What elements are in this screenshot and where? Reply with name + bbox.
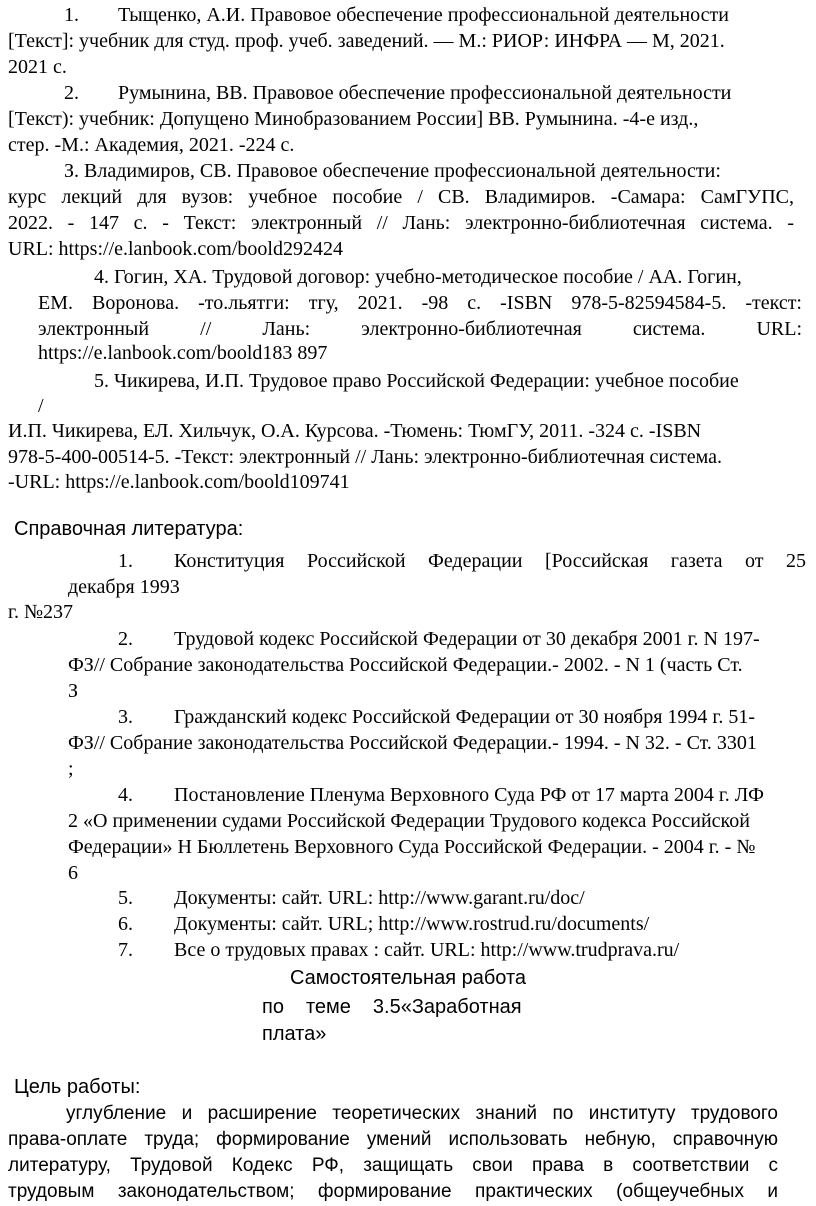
list-item-1-line-3: 2021 с. [8, 56, 67, 78]
goal-line-4: трудовым законодательством; формирование практических (общеучебных и [8, 1181, 778, 1202]
ref-item-2-line-2: ФЗ// Собрание законодательства Российской Федерации.- 2002. - N 1 (часть Ст. [68, 654, 743, 676]
ref-item-1-line-1: 1. Конституция Российской Федерации [Российская газета от 25 [118, 550, 806, 572]
list-item-number: 2. [118, 628, 133, 650]
list-item-1-line-2: [Текст]: учебник для студ. проф. учеб. заведений. –– М.: РИОР: ИНФРА –– М, 2021. [8, 30, 725, 52]
ref-item-1-line-2: декабря 1993 [68, 576, 180, 598]
ref-item-4-line-3: Федерации» Н Бюллетень Верховного Суда Российской Федерации. - 2004 г. - № [68, 836, 756, 858]
reference-heading: Справочная литература: [14, 518, 244, 540]
list-item-2-line-2: [Текст): учебник: Допущено Минобразованием России] ВВ. Румынина. -4-е изд., [8, 108, 699, 130]
list-item-3-line-4: URL: https://e.lanbook.com/boold292424 [8, 238, 343, 260]
list-item-5-line-3: И.П. Чикирева, ЕЛ. Хильчук, О.А. Курсова. -Тюмень: ТюмГУ, 2011. -324 с. -ISBN [8, 420, 702, 442]
ref-item-4-line-4: 6 [68, 862, 78, 884]
list-item-3-line-2: курс лекций для вузов: учебное пособие / СВ. Владимиров. -Самара: СамГУПС, [8, 186, 794, 208]
list-item-4-line-2: ЕМ. Воронова. -то.льятги: тгу, 2021. -98 с. -ISBN 978-5-82594584-5. -текст: [38, 292, 802, 314]
list-item-number: 1. [118, 550, 133, 572]
ref-item-3-line-3: ; [68, 758, 74, 780]
list-item-number: 1. [64, 4, 79, 26]
section-title-line-1: Самостоятельная работа [290, 967, 527, 989]
goal-line-1: углубление и расширение теоретических знаний по институту трудового [66, 1103, 778, 1124]
list-item-1-line-1: 1. Тыщенко, А.И. Правовое обеспечение профессиональной деятельности [64, 4, 729, 26]
list-item-number: 2. [64, 82, 79, 104]
list-item-number: З. [64, 160, 80, 182]
list-item-2-line-1: 2. Румынина, ВВ. Правовое обеспечение профессиональной деятельности [64, 82, 732, 104]
list-item-5-line-1: 5. Чикирева, И.П. Трудовое право Российской Федерации: учебное пособие [94, 370, 739, 392]
ref-item-5: 5. Документы: сайт. URL: http://www.garant.ru/doc/ [118, 887, 585, 909]
list-item-number: 7. [118, 939, 133, 961]
list-item-4-line-1: 4. Гогин, ХА. Трудовой договор: учебно-методическое пособие / АА. Гогин, [94, 266, 742, 288]
list-item-3-line-1: З. Владимиров, СВ. Правовое обеспечение профессиональной деятельности: [64, 160, 721, 182]
ref-item-1-line-3: г. №237 [8, 601, 74, 623]
list-item-4-line-3: электронный // Лань: электронно-библиотечная система. URL: [38, 318, 802, 340]
ref-item-3-line-1: 3. Гражданский кодекс Российской Федерации от 30 ноября 1994 г. 51- [118, 706, 756, 728]
section-title-line-3: плата» [262, 1023, 327, 1045]
list-item-5-line-5: -URL: https://e.lanbook.com/boold109741 [8, 471, 350, 493]
list-item-number: 6. [118, 913, 133, 935]
ref-item-2-line-1: 2. Трудовой кодекс Российской Федерации от 30 декабря 2001 г. N 197- [118, 628, 760, 650]
ref-item-2-line-3: З [68, 680, 79, 702]
list-item-number: 5. [94, 370, 109, 392]
list-item-4-line-4: https://e.lanbook.com/boold183 897 [38, 342, 328, 364]
ref-item-4-line-2: 2 «О применении судами Российской Федерации Трудового кодекса Российской [68, 810, 750, 832]
list-item-number: 3. [118, 706, 133, 728]
goal-line-3: литературу, Трудовой Кодекс РФ, защищать свои права в соответствии с [8, 1155, 778, 1176]
list-item-number: 5. [118, 887, 133, 909]
goal-line-2: права-оплате труда; формирование умений использовать небную, справочную [8, 1129, 778, 1150]
ref-item-3-line-2: ФЗ// Собрание законодательства Российской Федерации.- 1994. - N 32. - Ст. 3301 [68, 732, 757, 754]
list-item-number: 4. [94, 266, 109, 288]
list-item-5-line-2: / [38, 395, 44, 417]
section-title-line-2: по теме 3.5«Заработная [262, 996, 522, 1018]
ref-item-4-line-1: 4. Постановление Пленума Верховного Суда РФ от 17 марта 2004 г. ЛФ [118, 784, 764, 806]
ref-item-7: 7. Все о трудовых правах : сайт. URL: http://www.trudprava.ru/ [118, 939, 680, 961]
goal-heading: Цель работы: [14, 1076, 141, 1098]
list-item-5-line-4: 978-5-400-00514-5. -Текст: электронный // Лань: электронно-библиотечная система. [8, 446, 723, 468]
list-item-3-line-3: 2022. - 147 с. - Текст: электронный // Лань: электронно-библиотечная система. - [8, 212, 794, 234]
list-item-number: 4. [118, 784, 133, 806]
ref-item-6: 6. Документы: сайт. URL; http://www.rostrud.ru/documents/ [118, 913, 650, 935]
list-item-2-line-3: стер. -М.: Академия, 2021. -224 с. [8, 134, 295, 156]
